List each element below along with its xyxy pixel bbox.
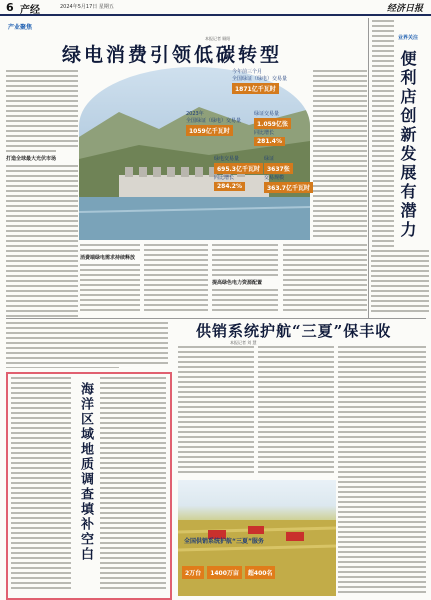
boxed-col-1 bbox=[11, 377, 71, 593]
section-name: 产经 bbox=[20, 5, 40, 16]
middle-text-left bbox=[6, 322, 168, 368]
top-article-col-1 bbox=[6, 70, 78, 318]
stat-area: 1400万亩 bbox=[207, 566, 242, 579]
right-article-title: 便利店创新发展有潜力 bbox=[398, 50, 417, 240]
top-article-byline: 本报记者 顾阳 bbox=[205, 36, 231, 41]
page-number: 6 bbox=[6, 1, 14, 14]
bottom-col-2 bbox=[258, 346, 334, 476]
subhead-3: 提高绿色电力资源配置 bbox=[212, 280, 263, 286]
graphic-heading: 全国供销系统护航“三夏”服务 bbox=[184, 538, 264, 545]
section-divider bbox=[6, 318, 426, 319]
boxed-col-2 bbox=[100, 377, 166, 593]
wheat-harvest-photo bbox=[178, 480, 336, 596]
top-article-col-3 bbox=[144, 244, 208, 316]
bottom-col-3 bbox=[338, 346, 426, 596]
boxed-article-title: 海洋区域地质调查填补空白 bbox=[78, 382, 93, 562]
right-column-tag: 业界关注 bbox=[398, 35, 419, 41]
graphic-stats bbox=[182, 566, 275, 579]
info-item-2: 2023年 全国绿证（绿电）交易量 1059亿千瓦时 bbox=[186, 111, 242, 135]
top-article-col-6 bbox=[313, 70, 367, 240]
page-header bbox=[0, 0, 431, 16]
right-article-lower bbox=[371, 250, 429, 316]
top-article-col-2 bbox=[80, 244, 140, 316]
column-divider bbox=[368, 18, 369, 318]
subhead-1: 打造全球最大光伏市场 bbox=[6, 156, 57, 162]
boxed-article bbox=[6, 372, 172, 600]
bottom-col-1 bbox=[178, 346, 254, 476]
info-item-5: 绿证交易量 1.059亿张 同比增长 281.4% bbox=[254, 110, 291, 146]
top-article-title: 绿电消费引领低碳转型 bbox=[62, 44, 283, 66]
stat-staff: 超400名 bbox=[245, 566, 276, 579]
info-item-3: 绿电交易量 695.3亿千瓦时 同比增长 284.2% bbox=[214, 155, 263, 191]
issue-date: 2024年5月17日 星期五 bbox=[60, 4, 114, 10]
top-article-col-5 bbox=[283, 244, 367, 316]
column-tag: 产业聚焦 bbox=[8, 24, 33, 31]
top-article-col-4 bbox=[212, 244, 278, 316]
subhead-2: 消费端绿电需求持续释放 bbox=[80, 255, 136, 261]
masthead-logo: 经济日报 bbox=[386, 4, 423, 14]
info-item-7: 绿证 3637张 交易规模 363.7亿千瓦时 bbox=[264, 155, 313, 193]
bottom-article-byline: 本报记者 刘 慧 bbox=[230, 340, 257, 345]
stat-machines: 2万台 bbox=[182, 566, 204, 579]
bottom-article-title: 供销系统护航“三夏”保丰收 bbox=[196, 322, 392, 340]
info-item-1: 今年前三个月 全国绿证（绿电）交易量 1871亿千瓦时 bbox=[232, 69, 288, 93]
